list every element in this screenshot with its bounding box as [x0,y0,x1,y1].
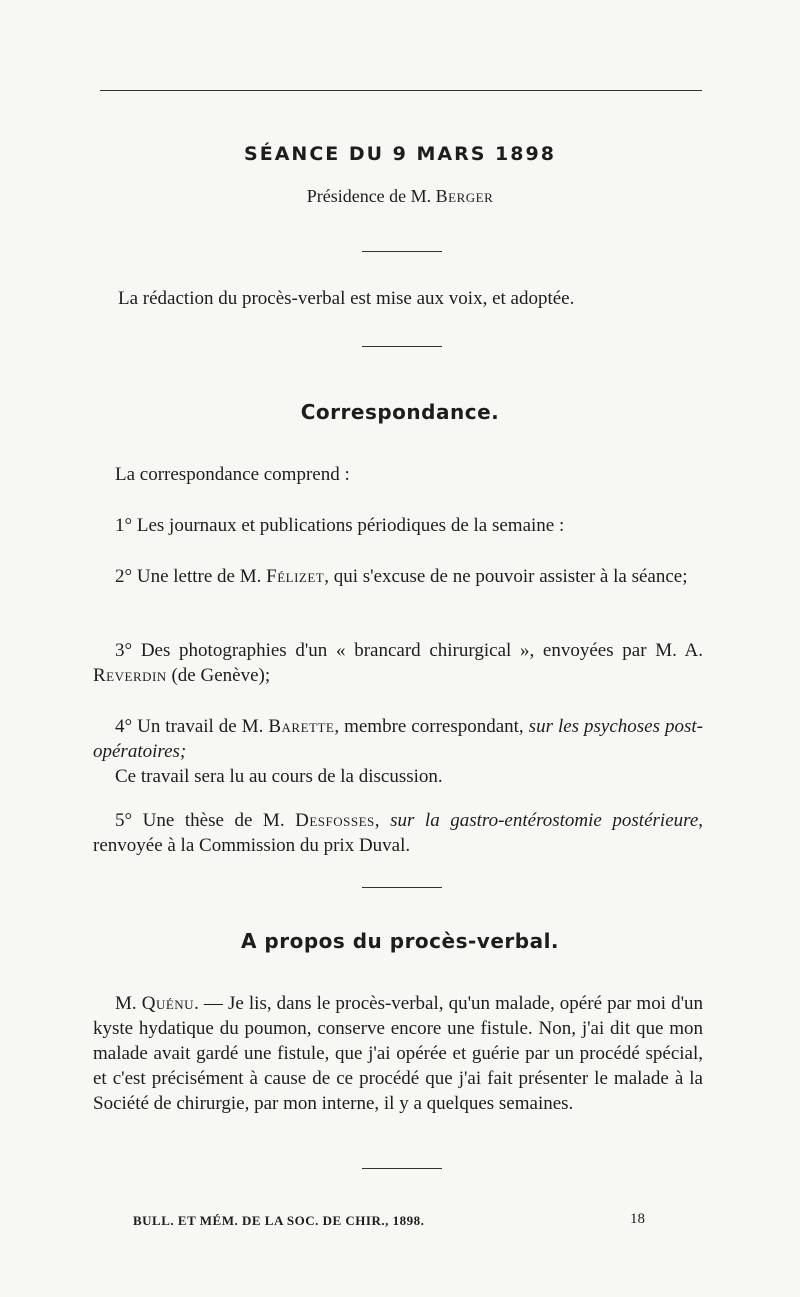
correspondance-item [93,714,703,764]
correspondance-item [93,808,703,858]
proces-verbal-note: La rédaction du procès-verbal est mise aux voix, et adoptée. [118,288,575,309]
person-name: Félizet [266,566,325,587]
correspondance-intro: La correspondance comprend : [115,464,350,485]
person-name: Barette [268,716,335,737]
speaker-prefix: M. [115,993,142,1014]
presidence-line [0,186,800,207]
item-text-mid: , [374,810,391,831]
correspondance-item [93,564,703,589]
page-number: 18 [630,1211,645,1227]
seance-title: SÉANCE DU 9 MARS 1898 [244,143,556,165]
separator-rule [362,1168,442,1169]
separator-rule [362,251,442,252]
a-propos-heading: A propos du procès-verbal. [240,929,560,953]
correspondance-item [93,513,703,538]
item-text-post: , qui s'excuse de ne pouvoir assister à la séance; [324,566,688,587]
item-number: 1° [115,515,133,536]
correspondance-heading: Correspondance. [300,400,500,424]
item-followup: Ce travail sera lu au cours de la discussion. [115,766,443,787]
item-number: 3° [115,640,133,661]
person-name: Desfosses [295,810,375,831]
item-text-mid: , membre correspondant, [334,716,529,737]
item-text-pre: Des photographies d'un « brancard chirurgical », envoyées par M. A. [140,640,704,661]
separator-rule [362,346,442,347]
item-text: Les journaux et publications périodiques de la semaine : [136,515,565,536]
correspondance-item [93,638,703,688]
presidence-prefix: Présidence de M. [306,186,436,206]
speaker-name: Quénu [141,993,195,1014]
separator-rule [362,887,442,888]
item-text-pre: Un travail de M. [137,716,269,737]
item-italic-title: sur les psychoses post-opératoires; [93,716,703,762]
item-text-pre: Une thèse de M. [142,810,296,831]
footer-journal: BULL. ET MÉM. DE LA SOC. DE CHIR., 1898. [133,1213,425,1228]
item-text-post: , renvoyée à la Commission du prix Duval. [93,810,703,856]
item-text-post: (de Genève); [166,665,271,686]
item-italic-title: sur la gastro-entérostomie postérieure [390,810,699,831]
quenu-paragraph [93,991,703,1116]
top-rule [100,90,702,91]
item-text-pre: Une lettre de M. [136,566,267,587]
item-number: 4° [115,716,133,737]
person-name: Reverdin [93,665,167,686]
item-number: 2° [115,566,133,587]
president-name: Berger [435,186,494,206]
speaker-text: . — Je lis, dans le procès-verbal, qu'un malade, opéré par moi d'un kyste hydatique du poumon, conserve encore une fistule. Non, j'ai dit que mon malade avait gardé une fistule, que j'ai opérée et guérie par un procédé spécial, et c'est précisément à cause de ce procédé que j'ai fait présenter le malade à la Société de chirurgie, par mon interne, il y a quelques semaines. [93,993,703,1114]
item-number: 5° [115,810,133,831]
